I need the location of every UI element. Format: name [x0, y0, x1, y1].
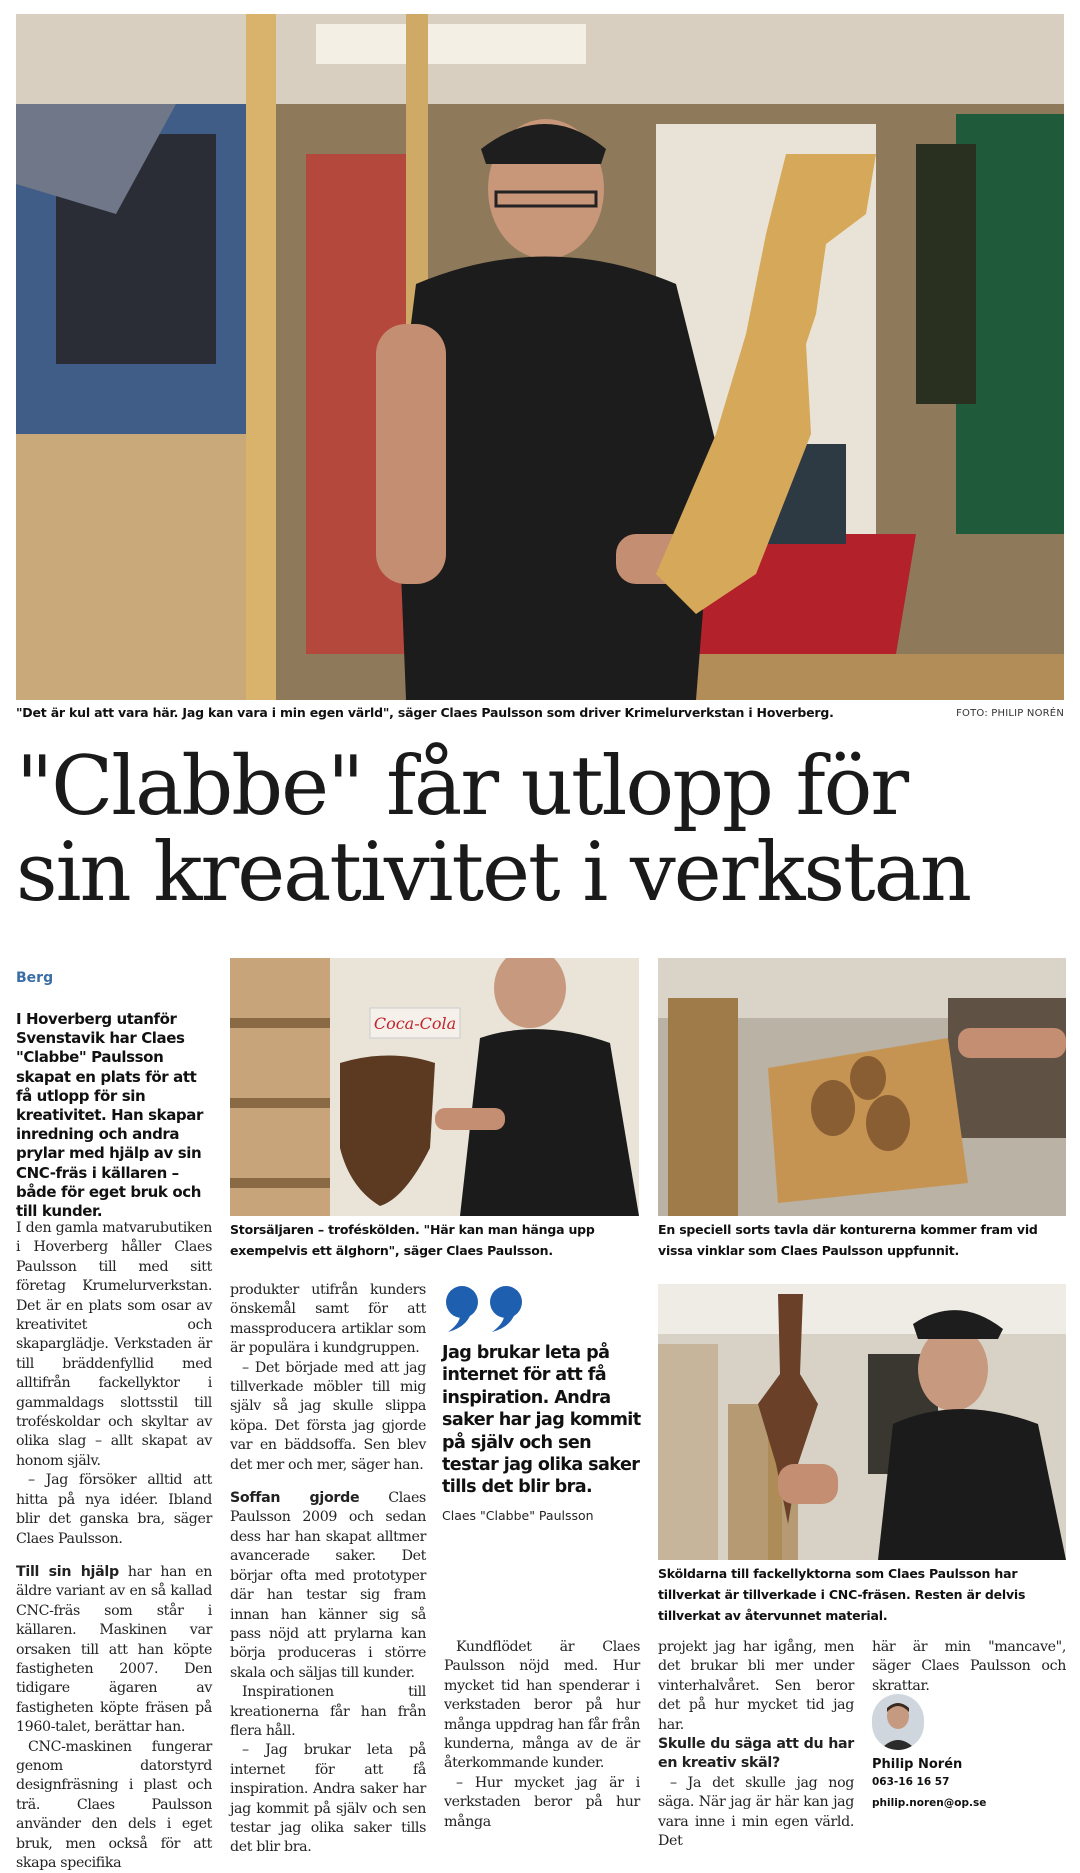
headline: [16, 740, 1066, 920]
trophy-caption: Storsäljaren – troféskölden. "Här kan man hänga upp exempelvis ett älghorn", säger Claes Paulsson.: [230, 1222, 595, 1258]
paragraph: I den gamla matvarubutiken i Hoverberg håller Claes Paulsson till med sitt företag Krumelurverkstan. Det är en plats som osar av kreativitet och skaparglädje. Verkstaden är till bräddenfyllid med alltifrån fackellyktor i gammaldags slottsstil till troféskoldar och skyltar av olika slag – allt skapat av honom själv.: [16, 1220, 212, 1469]
torch-caption: Sköldarna till fackellyktorna som Claes Paulsson har tillverkat är tillverkade i CNC-fräsen. Resten är delvis tillverkat av återvunnet material.: [658, 1566, 1026, 1623]
trophy-photo: [230, 958, 639, 1216]
paragraph: projekt jag har igång, men det brukar bli mer under vinterhalvåret. Sen beror det på hur mycket tid jag har.: [658, 1639, 854, 1733]
main-photo: [16, 14, 1064, 700]
coca-cola-sign: Coca-Cola: [373, 1014, 457, 1033]
paragraph: – Hur mycket jag är i verkstaden beror på hur många: [444, 1774, 640, 1830]
interview-question: [658, 1735, 854, 1774]
main-photo-caption: "Det är kul att vara här. Jag kan vara i min egen värld", säger Claes Paulsson som driver Krimelurverkstan i Hoverberg.: [16, 705, 834, 720]
paragraph: – Jag brukar leta på internet för att få inspiration. Andra saker har jag kommit på själv och sen testar jag olika saker tills det blir bra.: [230, 1742, 426, 1856]
paragraph: produkter utifrån kunders önskemål samt för att massproducera artiklar som är populära i kundgruppen.: [230, 1282, 426, 1357]
paragraph: [230, 1489, 426, 1683]
byline-avatar: [872, 1694, 924, 1750]
body-column-4: [658, 1638, 854, 1851]
subhead: Soffan gjorde: [230, 1490, 360, 1507]
quote-mark-icon: [442, 1284, 532, 1334]
paragraph: – Jag försöker alltid att hitta på nya idéer. Ibland blir det ganska bra, säger Claes Paulsson.: [16, 1472, 212, 1547]
headline-line-2: sin kreativitet i verkstan: [16, 826, 971, 920]
torch-photo: [658, 1284, 1066, 1560]
paragraph-text: har han en äldre variant av en så kallad CNC-fräs som står i källaren. Maskinen var orsaken till att han köpte fastigheten 2007. Den tidigare ägaren av fastigheten köpte fräsen på 1960-talet, berättar han.: [16, 1563, 212, 1736]
question-text: Skulle du säga att du har en kreativ skäl?: [658, 1736, 854, 1772]
paragraph: Inspirationen till kreationerna får han från flera håll.: [230, 1684, 426, 1739]
pull-quote: Jag brukar leta på internet för att få inspiration. Andra saker har jag kommit på själv och sen testar jag olika saker tills det blir bra.: [442, 1343, 641, 1498]
paragraph: – Ja det skulle jag nog säga. När jag är här kan jag vara inne i min egen värld. Det: [658, 1774, 854, 1850]
tavla-caption: En speciell sorts tavla där konturerna kommer fram vid vissa vinklar som Claes Paulsson uppfunnit.: [658, 1222, 1038, 1258]
pull-quote-attribution: Claes "Clabbe" Paulsson: [442, 1508, 594, 1523]
tavla-photo: [658, 958, 1066, 1216]
paragraph: – Det började med att jag tillverkade möbler till mig själv så jag skulle slippa köpa. Det första jag gjorde var en bäddsoffa. Sen blev det mer och mer, säger han.: [230, 1359, 426, 1473]
paragraph: [16, 1563, 212, 1738]
photo-credit: FOTO: PHILIP NORÉN: [956, 708, 1064, 719]
byline-email[interactable]: philip.noren@op.se: [872, 1797, 987, 1809]
body-column-2: [230, 1281, 426, 1858]
byline-name: Philip Norén: [872, 1757, 963, 1772]
body-column-3: [444, 1638, 640, 1832]
headline-line-1: "Clabbe" får utlopp för: [16, 740, 908, 834]
vignette: Berg: [16, 970, 54, 986]
byline-phone: 063-16 16 57: [872, 1776, 950, 1788]
paragraph: här är min "mancave", säger Claes Paulsson och skrattar.: [872, 1639, 1066, 1694]
paragraph: Kundflödet är Claes Paulsson nöjd med. Hur mycket tid han spenderar i verkstaden beror på hur många uppdrag han får från kunderna, många av de är återkommande kunder.: [444, 1639, 640, 1772]
paragraph-text: Claes Paulsson 2009 och sedan dess har han skapat alltmer avancerade saker. Det börjar ofta med prototyper där han testar sig fram innan han känner sig så pass nöjd att prylarna kan börja produceras i större skala och säljas till kunder.: [230, 1490, 426, 1681]
body-column-1: [16, 1219, 212, 1873]
subhead: Till sin hjälp: [16, 1563, 119, 1580]
ingress: I Hoverberg utanför Svenstavik har Claes "Clabbe" Paulsson skapat en plats för att få utlopp för sin kreativitet. Han skapar inredning och andra prylar med hjälp av sin CNC-fräs i källaren – både för eget bruk och till kunder.: [16, 1010, 203, 1221]
body-column-5: [872, 1638, 1066, 1696]
paragraph: CNC-maskinen fungerar genom datorstyrd designfräsning i plast och trä. Claes Paulsson använder den dels i eget bruk, men också för att skapa specifika: [16, 1738, 212, 1871]
